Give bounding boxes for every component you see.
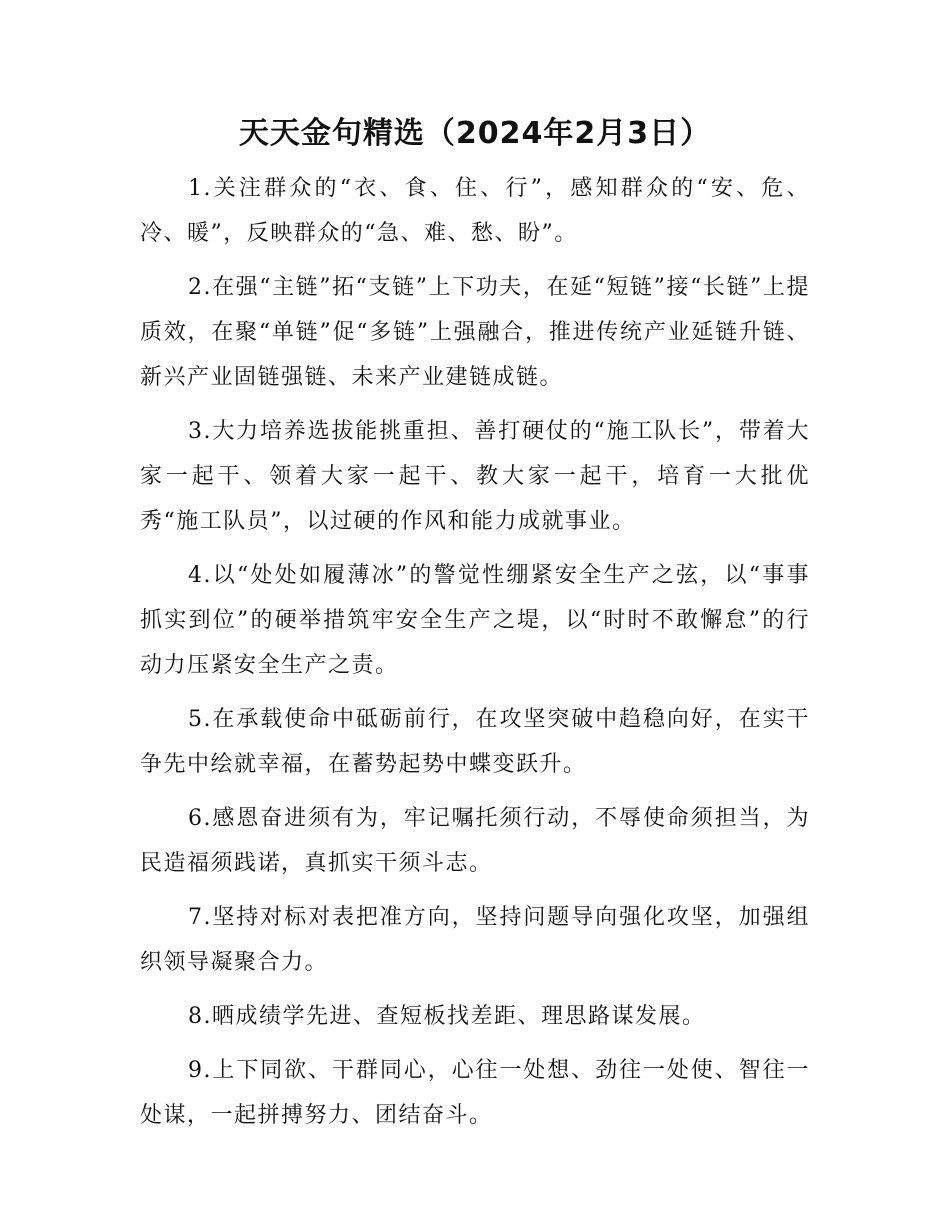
quote-item-5: 5.在承载使命中砥砺前行，在攻坚突破中趋稳向好，在实干争先中绘就幸福，在蓄势起势中蝶变跃升。 <box>140 707 810 777</box>
quote-list <box>140 166 810 1147</box>
quote-item-7: 7.坚持对标对表把准方向，坚持问题导向强化攻坚，加强组织领导凝聚合力。 <box>140 905 810 975</box>
quote-item-1: 1.关注群众的“衣、食、住、行”，感知群众的“安、危、冷、暖”，反映群众的“急、难、愁、盼”。 <box>140 176 810 246</box>
quote-item-6: 6.感恩奋进须有为，牢记嘱托须行动，不辱使命须担当，为民造福须践诺，真抓实干须斗志。 <box>140 806 810 876</box>
quote-item-3: 3.大力培养选拔能挑重担、善打硬仗的“施工队长”，带着大家一起干、领着大家一起干、教大家一起干，培育一大批优秀“施工队员”，以过硬的作风和能力成就事业。 <box>140 419 810 534</box>
quote-item-2: 2.在强“主链”拓“支链”上下功夫，在延“短链”接“长链”上提质效，在聚“单链”促“多链”上强融合，推进传统产业延链升链、新兴产业固链强链、未来产业建链成链。 <box>140 275 810 390</box>
page-title: 天天金句精选（2024年2月3日） <box>238 116 712 151</box>
quote-item-9: 9.上下同欲、干群同心，心往一处想、劲往一处使、智往一处谋，一起拼搏努力、团结奋斗。 <box>140 1058 810 1128</box>
quote-item-8: 8.晒成绩学先进、查短板找差距、理思路谋发展。 <box>188 1004 706 1029</box>
quote-item-4: 4.以“处处如履薄冰”的警觉性绷紧安全生产之弦，以“事事抓实到位”的硬举措筑牢安全生产之堤，以“时时不敢懈怠”的行动力压紧安全生产之责。 <box>140 563 810 678</box>
